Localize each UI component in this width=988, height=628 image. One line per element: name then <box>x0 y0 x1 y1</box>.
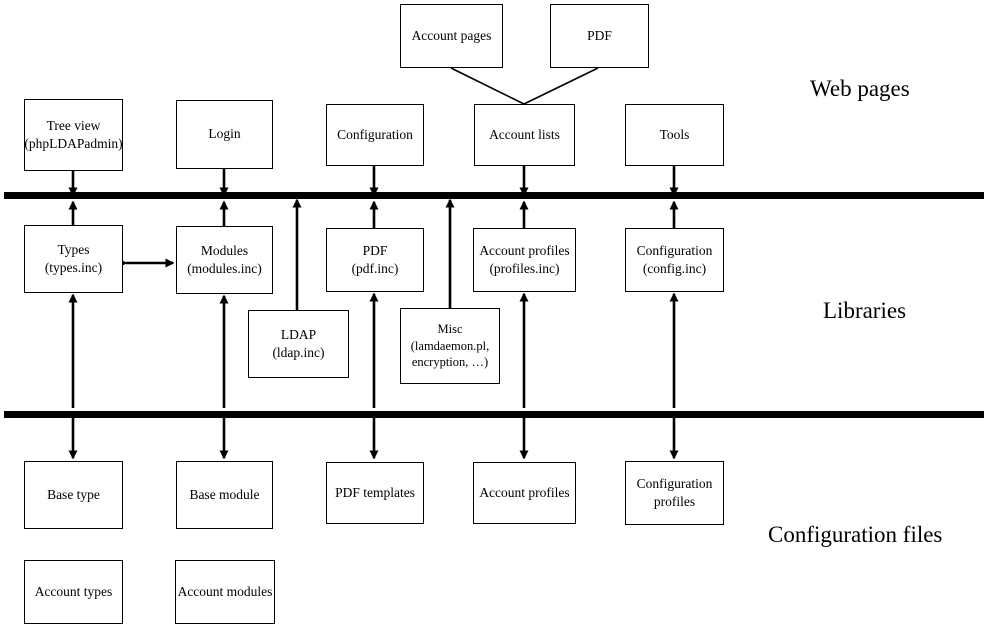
node-configuration-profiles-label: Configuration <box>636 475 713 491</box>
node-account-profiles-files[interactable] <box>473 462 576 524</box>
node-pdf-templates-label: PDF templates <box>335 484 415 500</box>
section-label-web-pages: Web pages <box>810 76 910 101</box>
node-account-lists[interactable] <box>474 104 575 166</box>
node-pdf-lib-sublabel: (pdf.inc) <box>351 261 399 276</box>
node-account-profiles-lib-label: Account profiles <box>479 242 570 258</box>
node-login-label: Login <box>208 126 241 142</box>
node-account-profiles-lib-sublabel: (profiles.inc) <box>489 261 560 276</box>
node-configuration-profiles-sublabel: profiles <box>653 494 696 509</box>
node-configuration-lib[interactable] <box>625 228 724 292</box>
node-tools[interactable] <box>625 104 724 166</box>
node-pdf-top-label: PDF <box>587 27 612 43</box>
node-account-pages[interactable] <box>400 4 503 68</box>
node-ldap-lib-label: LDAP <box>280 326 317 342</box>
node-account-modules[interactable] <box>175 560 275 624</box>
node-account-types-label: Account types <box>34 583 113 599</box>
node-configuration-lib-label: Configuration <box>636 242 713 258</box>
node-configuration-web[interactable] <box>326 104 424 166</box>
node-account-types[interactable] <box>24 560 123 624</box>
node-base-module[interactable] <box>176 461 273 529</box>
node-tree-view-sublabel: (phpLDAPadmin) <box>24 136 123 151</box>
node-ldap-lib[interactable] <box>248 310 349 378</box>
node-configuration-web-label: Configuration <box>337 126 413 142</box>
node-misc-lib[interactable] <box>400 308 500 384</box>
band-web-libraries <box>4 192 984 199</box>
node-misc-lib-sublabel: (lamdaemon.pl, encryption, …) <box>410 338 490 370</box>
node-ldap-lib-sublabel: (ldap.inc) <box>272 345 325 360</box>
node-modules-sublabel: (modules.inc) <box>187 261 262 276</box>
section-label-libraries: Libraries <box>823 298 907 323</box>
node-base-type[interactable] <box>24 461 123 529</box>
node-modules-label: Modules <box>200 242 249 258</box>
node-tree-view-label: Tree view <box>46 117 101 133</box>
node-base-type-label: Base type <box>47 486 100 502</box>
node-configuration-lib-sublabel: (config.inc) <box>642 261 707 276</box>
node-account-pages-label: Account pages <box>411 27 492 43</box>
node-pdf-lib[interactable] <box>326 228 424 292</box>
node-login[interactable] <box>176 100 273 169</box>
band-libraries-config <box>4 411 984 418</box>
section-label-configuration-files: Configuration files <box>768 522 943 547</box>
node-configuration-profiles[interactable] <box>625 461 724 525</box>
node-types-sublabel: (types.inc) <box>44 260 103 275</box>
node-pdf-top[interactable] <box>550 4 649 68</box>
node-account-lists-label: Account lists <box>489 126 560 142</box>
node-types-label: Types <box>57 241 90 257</box>
node-base-module-label: Base module <box>189 486 260 502</box>
node-modules[interactable] <box>176 226 273 294</box>
node-pdf-lib-label: PDF <box>362 242 388 258</box>
node-tree-view[interactable] <box>24 99 123 171</box>
node-misc-lib-label: Misc <box>437 321 463 336</box>
node-account-modules-label: Account modules <box>177 583 273 599</box>
node-account-profiles-files-label: Account profiles <box>479 484 570 500</box>
node-types[interactable] <box>24 225 123 293</box>
node-account-profiles-lib[interactable] <box>473 228 576 292</box>
node-tools-label: Tools <box>659 126 690 142</box>
node-pdf-templates[interactable] <box>326 462 424 524</box>
